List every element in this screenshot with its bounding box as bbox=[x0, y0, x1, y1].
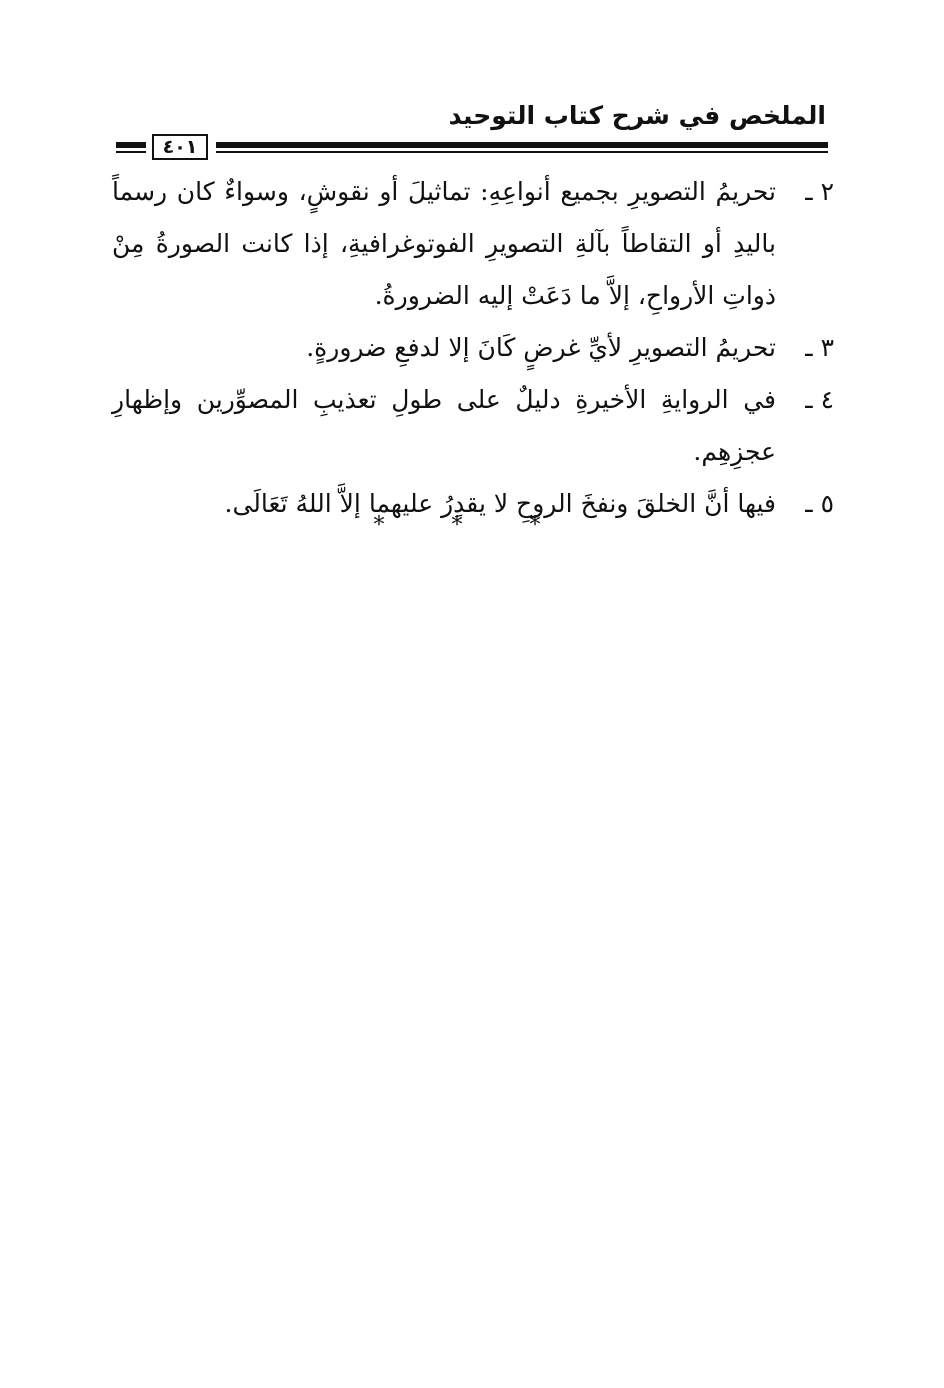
list-item bbox=[112, 322, 834, 374]
list-item-number: ٣ ـ bbox=[805, 333, 834, 362]
header-rule-short-thick bbox=[116, 142, 146, 148]
list-item-text: فيها أنَّ الخلقَ ونفخَ الروحِ لا يقدِرُ عليهما إلاَّ اللهُ تَعَالَى. bbox=[224, 489, 776, 518]
header-rule-long-thick bbox=[216, 142, 828, 148]
list-item-text: تحريمُ التصويرِ لأيِّ غرضٍ كَانَ إلا لدفعِ ضرورةٍ. bbox=[306, 333, 776, 362]
header-rule-long-thin bbox=[216, 151, 828, 153]
list-item bbox=[112, 166, 834, 322]
list-item bbox=[112, 374, 834, 478]
running-header-title: الملخص في شرح كتاب التوحيد bbox=[448, 101, 826, 130]
page-number: ٤٠١ bbox=[152, 134, 208, 160]
header-rule-short-thin bbox=[116, 151, 146, 153]
list-item-text: في الروايةِ الأخيرةِ دليلٌ على طولِ تعذيبِ المصوِّرين وإظهارِ عجزِهِم. bbox=[112, 385, 776, 466]
body-text bbox=[112, 166, 834, 530]
section-separator: * * * bbox=[373, 513, 571, 538]
list-item-number: ٤ ـ bbox=[805, 385, 834, 414]
list-item-number: ٢ ـ bbox=[805, 177, 834, 206]
list-item-text: تحريمُ التصويرِ بجميع أنواعِهِ: تماثيلَ أو نقوشٍ، وسواءٌ كان رسماً باليدِ أو التقاطاً بآلةِ التصويرِ الفوتوغرافيةِ، إذا كانت الصورةُ مِنْ ذواتِ الأرواحِ، إلاَّ ما دَعَتْ إليه الضرورةُ. bbox=[112, 177, 776, 310]
list-item-number: ٥ ـ bbox=[805, 489, 834, 518]
header-rule bbox=[116, 134, 828, 162]
